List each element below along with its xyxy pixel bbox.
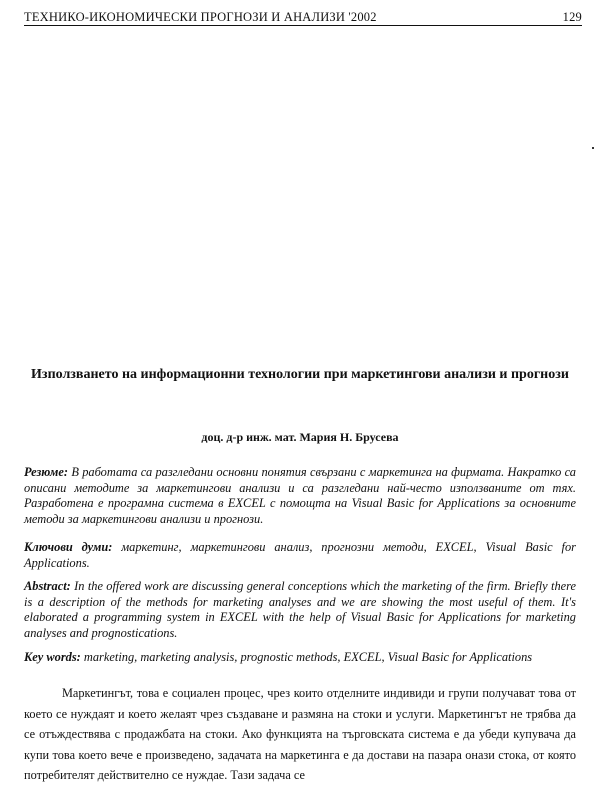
resume-block <box>24 465 576 527</box>
scan-speck <box>592 147 594 149</box>
keywords-bg-text: маркетинг, маркетингови анализ, прогнозни методи, EXCEL, Visual Basic for Applications. <box>24 540 576 570</box>
keywords-en-block <box>24 650 576 666</box>
resume-text: В работата са разгледани основни понятия свързани с маркетинга на фирмата. Накратко са описани методите за маркетингови анализи и са разгледани най-често използваните от тях. Разработена е програмна система в EXCEL с помощта на Visual Basic for Applications за основните методи за маркетингови анализи и прогнози. <box>24 465 576 526</box>
abstract-text: In the offered work are discussing general conceptions which the marketing of the firm. Briefly there is a description of the methods for marketing analyses and we are showing the most useful of them. It's elaborated a programming system in EXCEL with the help of Visual Basic for Applications for marketing analyses and prognostications. <box>24 579 576 640</box>
journal-title: ТЕХНИКО-ИКОНОМИЧЕСКИ ПРОГНОЗИ И АНАЛИЗИ '2002 <box>24 10 377 24</box>
keywords-en-text: marketing, marketing analysis, prognostic methods, EXCEL, Visual Basic for Applications <box>83 650 533 664</box>
keywords-bg-label: Ключови думи: <box>24 540 113 554</box>
article-author: доц. д-р инж. мат. Мария Н. Брусева <box>201 430 399 444</box>
article-title: Използването на информационни технологии при маркетингови анализи и прогнози <box>31 367 569 382</box>
abstract-label: Abstract: <box>24 579 71 593</box>
keywords-en-label: Key words: <box>24 650 81 664</box>
resume-label: Резюме: <box>24 465 68 479</box>
keywords-bg-block <box>24 540 576 571</box>
body-paragraph: Маркетингът, това е социален процес, чрез които отделните индивиди и групи получават това от което се нуждаят и което желаят чрез създаване и размяна на стоки и услуги. Маркетингът не трябва да се отъждествява с продажбата на стоки. Ако функцията на търговската система е да убеди купувача да купи това което вече е произведено, задачата на маркетинга е да достави на пазара онази стока, от която потребителят действително се нуждае. Тази задача се <box>24 686 576 782</box>
abstract-block <box>24 579 576 641</box>
page-number: 129 <box>562 10 582 24</box>
running-header <box>24 10 582 26</box>
